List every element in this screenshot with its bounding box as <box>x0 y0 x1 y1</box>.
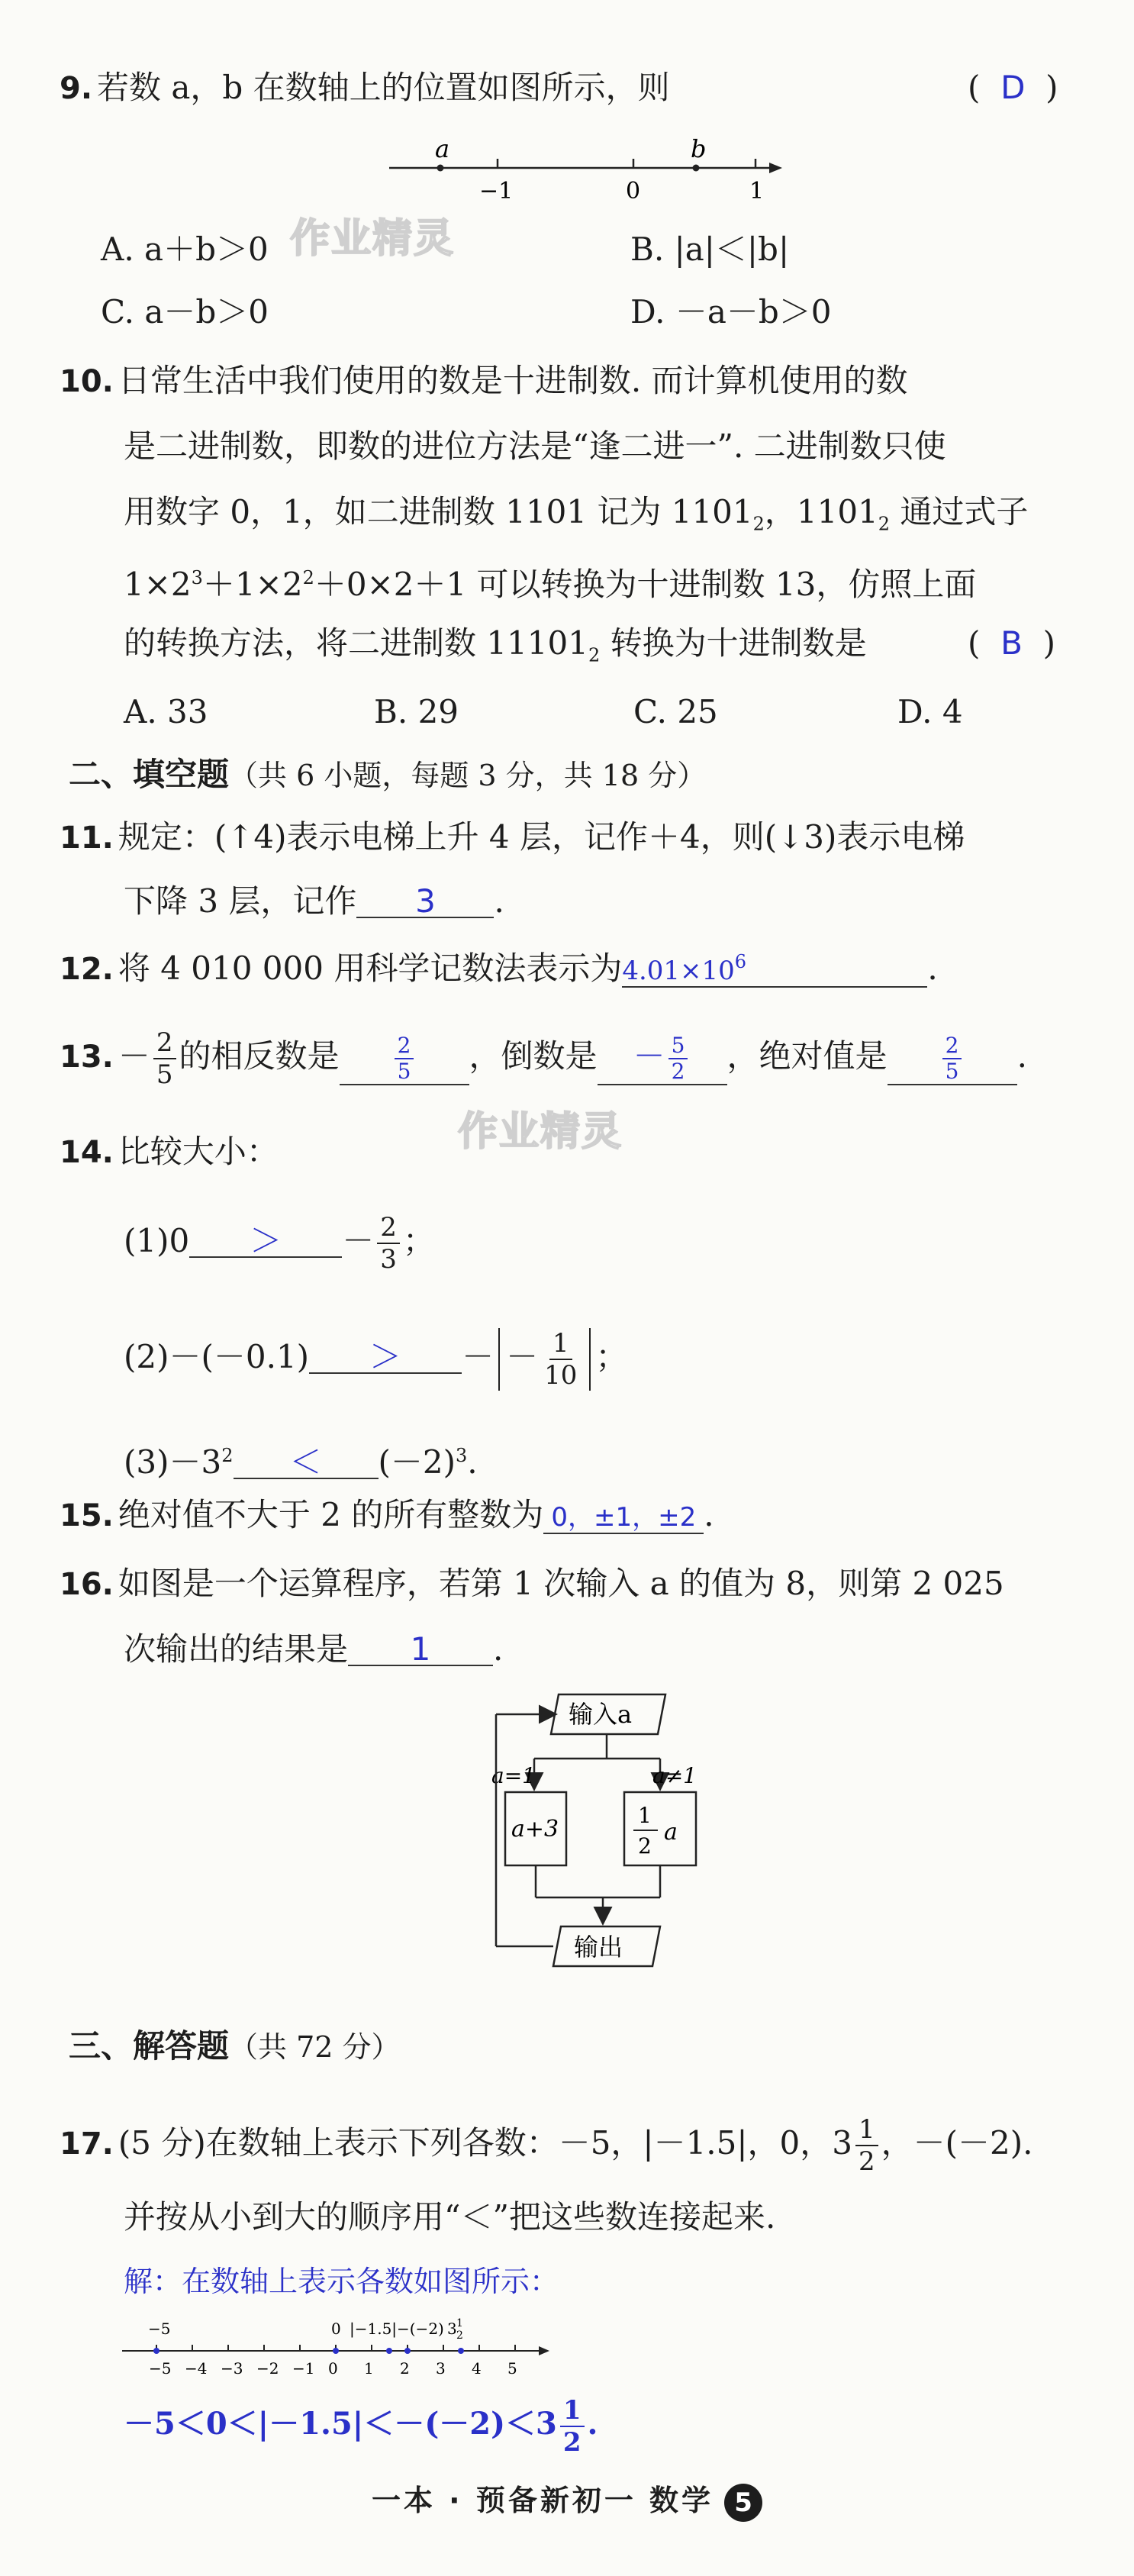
q13-t3: ，绝对值是 <box>726 1037 888 1075</box>
watermark-2: 作业精灵 <box>458 1109 623 1155</box>
section2-note: （共 6 小题，每题 3 分，共 18 分） <box>229 759 707 792</box>
q17-tick-label: −2 <box>256 2359 279 2378</box>
q13-a2-den: 2 <box>671 1059 685 1084</box>
q9-tick-neg1: −1 <box>479 178 514 205</box>
flow-box-left-label: a+3 <box>511 1816 559 1843</box>
q14-p2-blank <box>309 1338 462 1375</box>
q14-p3-label: (3)－3 <box>124 1443 222 1481</box>
q15-blank <box>543 1500 704 1534</box>
q17-number: 17. <box>60 2126 114 2162</box>
q12-number: 12. <box>60 952 114 987</box>
q13-a3-den: 5 <box>945 1059 959 1084</box>
q13-number: 13. <box>60 1040 114 1075</box>
q14-title: 比较大小： <box>118 1133 279 1170</box>
q16-line2-text: 次输出的结果是 <box>124 1630 349 1668</box>
q11-answer: 3 <box>415 882 436 920</box>
flow-box-right <box>624 1792 696 1865</box>
q9-stem-text: 若数 a，b 在数轴上的位置如图所示，则 <box>97 69 670 106</box>
q10-line3-b: ，1101 <box>764 493 878 530</box>
q10-line3-a: 用数字 0，1，如二进制数 1101 记为 1101 <box>124 493 753 530</box>
q17-line1-b: ，－(－2). <box>881 2124 1033 2162</box>
q10-sup-3: 3 <box>191 567 203 588</box>
q16-blank <box>348 1630 493 1668</box>
q17-mixed-den: 2 <box>858 2146 875 2177</box>
q10-sub-3: 2 <box>588 644 601 666</box>
q13-a1-den: 5 <box>397 1059 411 1084</box>
q14-p2-end: ； <box>595 1338 628 1375</box>
q17-tick-label: −3 <box>221 2359 243 2378</box>
q17-final-text: －5＜0＜|－1.5|＜－(－2)＜3 <box>124 2406 557 2442</box>
q14-p2-label: (2)－(－0.1) <box>124 1338 310 1375</box>
q9-point-a <box>437 165 444 172</box>
q10-line4-a: 1×2 <box>124 566 192 603</box>
q14-p2-inner-neg: － <box>506 1338 539 1375</box>
q17-tick-label: 3 <box>436 2359 446 2378</box>
q14-p2-num: 1 <box>549 1328 572 1360</box>
q10-line3 <box>124 490 1028 546</box>
q9-option-d: D. －a－b＞0 <box>630 293 832 330</box>
q17-tick-label: 0 <box>328 2359 338 2378</box>
q16-line1-text: 如图是一个运算程序，若第 1 次输入 a 的值为 8，则第 2 025 <box>118 1565 1004 1602</box>
q9-label-b: b <box>691 134 707 163</box>
q17-label-neg-neg2: −(−2) <box>397 2320 444 2338</box>
q17-line1-a: (5 分)在数轴上表示下列各数：－5，|－1.5|，0，3 <box>118 2124 852 2162</box>
q17-label-abs: |−1.5| <box>350 2320 398 2338</box>
q17-mixed-num: 1 <box>855 2114 878 2146</box>
q9-label-a: a <box>435 134 450 163</box>
q14-p3-right: (－2) <box>378 1443 456 1481</box>
section2-title: 二、填空题 <box>69 756 230 793</box>
q13-blank-2 <box>598 1033 727 1085</box>
q10-option-a: A. 33 <box>124 693 208 730</box>
q17-label-0: 0 <box>331 2320 341 2338</box>
q17-tick-label: −5 <box>149 2359 172 2378</box>
q15-text: 绝对值不大于 2 的所有整数为 <box>118 1496 544 1533</box>
q10-line5 <box>124 621 867 677</box>
q14-p1-label: (1)0 <box>124 1222 190 1259</box>
q10-line4-b: ＋1×2 <box>202 566 303 603</box>
q11-line2-text: 下降 3 层，记作 <box>124 882 357 920</box>
q15-number: 15. <box>60 1498 114 1533</box>
q12-answer-exp: 6 <box>734 951 747 972</box>
q13-frac-num: 2 <box>153 1027 176 1059</box>
q16-line1 <box>60 1562 1004 1607</box>
q9-tick-0: 0 <box>626 178 641 205</box>
q16-flowchart <box>488 1687 697 1992</box>
q13-a2-num: 5 <box>668 1033 688 1059</box>
flow-cond-right: a≠1 <box>652 1763 697 1788</box>
q12-answer-base: 4.01×10 <box>622 956 735 986</box>
q13-fraction <box>153 1027 176 1090</box>
q17-line1 <box>60 2114 1033 2177</box>
q17-tick-label: 4 <box>472 2359 482 2378</box>
q11-number: 11. <box>60 821 114 856</box>
q14-p2-absolute <box>498 1328 591 1391</box>
q10-line4-c: ＋0×2＋1 可以转换为十进制数 13，仿照上面 <box>314 566 977 603</box>
q15-line <box>60 1493 714 1538</box>
q10-line1 <box>60 359 908 404</box>
q9-option-b: B. |a|＜|b| <box>630 231 790 268</box>
q9-answer: D <box>1000 69 1026 106</box>
flow-input-label: 输入a <box>569 1700 633 1729</box>
q17-final-end: . <box>587 2406 598 2442</box>
q13-a2-sign: － <box>633 1037 665 1075</box>
page-number: 5 <box>724 2484 762 2522</box>
q15-answer: 0，±1，±2 <box>551 1502 697 1533</box>
q14-p3-sup: 2 <box>221 1445 234 1466</box>
q9-point-b <box>693 165 700 172</box>
q17-label-3half: 3 <box>447 2320 457 2338</box>
q13-a3-num: 2 <box>942 1033 962 1059</box>
q17-mixed-fraction <box>855 2114 878 2177</box>
q9-answer-bracket: ( D ) <box>968 69 1058 106</box>
q9-tick-1: 1 <box>749 178 765 205</box>
q10-answer: B <box>1000 624 1023 662</box>
q11-end: . <box>494 882 504 920</box>
q10-option-c: C. 25 <box>633 693 718 730</box>
q17-final-fraction <box>560 2395 585 2458</box>
q17-label-3half-num: 1 <box>456 2317 463 2329</box>
q17-tick-label: −4 <box>185 2359 208 2378</box>
q14-title-line <box>60 1130 279 1175</box>
q10-option-b: B. 29 <box>374 693 459 730</box>
q10-sup-2: 2 <box>302 567 314 588</box>
q14-p1-blank <box>189 1222 342 1259</box>
q14-part3 <box>124 1433 478 1485</box>
q9-number-line <box>382 130 794 206</box>
q13-answer-2 <box>668 1033 688 1084</box>
q12-end: . <box>927 949 938 987</box>
q9-option-a: A. a＋b＞0 <box>101 231 269 268</box>
q14-number: 14. <box>60 1135 114 1170</box>
q17-tick-label: 1 <box>364 2359 374 2378</box>
q16-answer: 1 <box>410 1630 431 1668</box>
q17-label-neg5: −5 <box>148 2320 171 2338</box>
q17-final-answer <box>124 2395 598 2458</box>
q17-tick-label: 2 <box>400 2359 410 2378</box>
q17-solution-intro: 解：在数轴上表示各数如图所示： <box>124 2265 559 2298</box>
q13-a1-num: 2 <box>395 1033 414 1059</box>
section2-heading <box>69 753 706 798</box>
q14-p2-fraction <box>541 1328 580 1391</box>
q10-line1-text: 日常生活中我们使用的数是十进制数. 而计算机使用的数 <box>118 362 908 399</box>
q14-p1-neg: － <box>342 1222 375 1259</box>
flow-box-right-var: a <box>664 1819 678 1846</box>
q14-p1-den: 3 <box>380 1244 397 1275</box>
q13-frac-den: 5 <box>156 1059 173 1090</box>
q10-option-d: D. 4 <box>897 693 963 730</box>
q14-part2 <box>124 1328 627 1391</box>
q9-stem <box>60 66 670 111</box>
q11-answer-blank <box>356 882 494 920</box>
q10-sub-1: 2 <box>752 513 765 535</box>
q10-number: 10. <box>60 364 114 399</box>
q13-end: . <box>1016 1037 1027 1075</box>
q17-label-3half-den: 2 <box>456 2329 463 2342</box>
q17-tick-label: −1 <box>292 2359 315 2378</box>
q13-answer-1 <box>395 1033 414 1084</box>
q17-tick-label: 5 <box>507 2359 517 2378</box>
flow-box-right-den: 2 <box>638 1833 652 1859</box>
q14-p1-answer: ＞ <box>250 1222 282 1259</box>
q13-blank-1 <box>340 1033 469 1085</box>
q17-point-neg5 <box>153 2348 159 2354</box>
q15-end: . <box>704 1496 714 1533</box>
q11-line2 <box>124 879 504 924</box>
q17-number-line <box>114 2311 572 2387</box>
q14-p1-end: ； <box>402 1222 435 1259</box>
q14-p2-answer: ＞ <box>369 1338 402 1375</box>
flow-cond-left: a=1 <box>491 1763 536 1788</box>
page-footer <box>0 2477 1134 2522</box>
q10-line4 <box>124 556 976 607</box>
q10-line5-a: 的转换方法，将二进制数 11101 <box>124 624 588 662</box>
footer-text: 一本 · 预备新初一 数学 <box>371 2484 714 2517</box>
q13-neg: － <box>118 1037 150 1075</box>
q17-point-1-5 <box>386 2348 392 2354</box>
q10-line3-c: 通过式子 <box>890 493 1029 530</box>
q17-final-num: 1 <box>560 2395 585 2427</box>
watermark-1: 作业精灵 <box>290 216 456 262</box>
flow-box-right-num: 1 <box>638 1803 652 1828</box>
q10-answer-bracket: ( B ) <box>968 624 1056 662</box>
q12-answer-blank <box>622 946 927 988</box>
q17-final-den: 2 <box>562 2427 581 2458</box>
q14-p1-num: 2 <box>377 1212 400 1244</box>
q13-t1: 的相反数是 <box>179 1037 340 1075</box>
q10-line5-b: 转换为十进制数是 <box>600 624 867 662</box>
q14-p3-blank <box>234 1443 379 1481</box>
q11-line1-text: 规定：(↑4)表示电梯上升 4 层，记作＋4，则(↓3)表示电梯 <box>118 818 965 856</box>
q10-sub-2: 2 <box>878 513 891 535</box>
q14-part1 <box>124 1212 435 1275</box>
q10-line2: 是二进制数，即数的进位方法是“逢二进一”. 二进制数只使 <box>124 427 946 465</box>
q16-number: 16. <box>60 1567 114 1602</box>
q12-text: 将 4 010 000 用科学记数法表示为 <box>118 949 623 987</box>
q11-line1 <box>60 815 965 860</box>
q16-line2 <box>124 1627 503 1672</box>
section3-title: 三、解答题 <box>69 2027 230 2065</box>
section3-note: （共 72 分） <box>229 2030 401 2064</box>
q13-line <box>60 1027 1027 1090</box>
q9-number: 9. <box>60 71 93 106</box>
q17-point-0 <box>333 2348 339 2354</box>
q17-point-2 <box>404 2348 411 2354</box>
q13-answer-3 <box>942 1033 962 1084</box>
q17-point-3-5 <box>458 2348 464 2354</box>
q14-p3-answer: ＜ <box>289 1443 322 1481</box>
flow-output-label: 输出 <box>574 1933 623 1962</box>
q14-p1-fraction <box>377 1212 400 1275</box>
q13-t2: ，倒数是 <box>469 1037 598 1075</box>
q9-option-c: C. a－b＞0 <box>101 293 269 330</box>
q14-p2-neg: － <box>462 1338 495 1375</box>
section3-heading <box>69 2024 401 2069</box>
q12-line <box>60 946 938 991</box>
q16-end: . <box>493 1630 504 1668</box>
q14-p3-end: . <box>467 1443 478 1481</box>
q17-line2: 并按从小到大的顺序用“＜”把这些数连接起来. <box>124 2198 776 2236</box>
q14-p3-sup2: 3 <box>456 1445 468 1466</box>
q13-blank-3 <box>888 1033 1017 1085</box>
q14-p2-den: 10 <box>544 1360 578 1391</box>
